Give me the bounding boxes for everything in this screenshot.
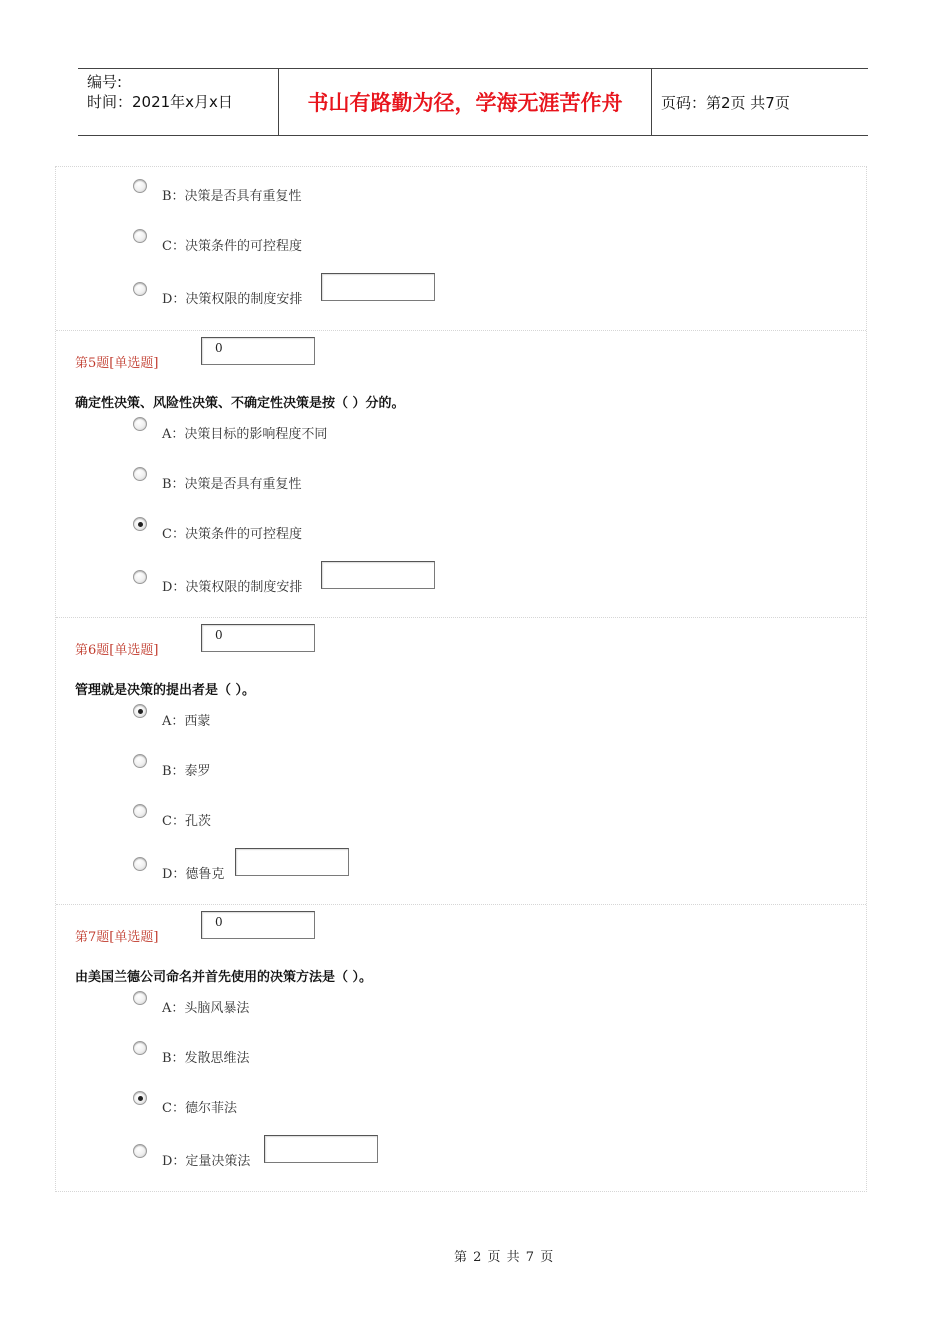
option-q7-d: D：定量决策法	[162, 1154, 251, 1169]
option-q4-d: D：决策权限的制度安排	[162, 292, 303, 307]
radio-q7-b[interactable]	[133, 1041, 147, 1055]
option-q6-d: D：德鲁克	[162, 867, 225, 882]
radio-q7-a[interactable]	[133, 991, 147, 1005]
serial-label: 编号:	[87, 73, 123, 91]
radio-q4-c[interactable]	[133, 229, 147, 243]
radio-q7-c[interactable]	[133, 1091, 147, 1105]
radio-q5-b[interactable]	[133, 467, 147, 481]
header-meta	[78, 69, 279, 135]
option-q5-b: B：决策是否具有重复性	[162, 477, 302, 492]
radio-q6-c[interactable]	[133, 804, 147, 818]
option-q5-c: C：决策条件的可控程度	[162, 527, 302, 542]
option-q5-a: A：决策目标的影响程度不同	[162, 427, 328, 442]
radio-q5-a[interactable]	[133, 417, 147, 431]
question-text-q7: 由美国兰德公司命名并首先使用的决策方法是（ ）。	[75, 970, 373, 985]
option-q7-b: B：发散思维法	[162, 1051, 250, 1066]
score-box-q6[interactable]: 0	[201, 624, 315, 652]
answer-box-q5[interactable]	[321, 561, 435, 589]
radio-q5-c[interactable]	[133, 517, 147, 531]
option-q4-c: C：决策条件的可控程度	[162, 239, 302, 254]
question-divider	[56, 904, 866, 905]
answer-box-q7[interactable]	[264, 1135, 378, 1163]
question-divider	[56, 330, 866, 331]
question-label-q7: 第7题[单选题]	[75, 930, 159, 945]
radio-q6-b[interactable]	[133, 754, 147, 768]
option-q6-a: A：西蒙	[162, 714, 211, 729]
option-q7-a: A：头脑风暴法	[162, 1001, 250, 1016]
radio-q4-d[interactable]	[133, 282, 147, 296]
radio-q5-d[interactable]	[133, 570, 147, 584]
page-footer: 第 2 页 共 7 页	[454, 1250, 555, 1265]
question-divider	[56, 617, 866, 618]
option-q5-d: D：决策权限的制度安排	[162, 580, 303, 595]
score-box-q7[interactable]: 0	[201, 911, 315, 939]
question-text-q6: 管理就是决策的提出者是（ ）。	[75, 683, 256, 698]
answer-box-q4[interactable]	[321, 273, 435, 301]
header-page-label: 页码：第2页 共7页	[661, 93, 790, 112]
quiz-panel	[55, 166, 867, 1192]
option-q6-c: C：孔茨	[162, 814, 211, 829]
radio-q7-d[interactable]	[133, 1144, 147, 1158]
option-q4-b: B：决策是否具有重复性	[162, 189, 302, 204]
page-header	[78, 68, 868, 136]
radio-q6-d[interactable]	[133, 857, 147, 871]
radio-q4-b[interactable]	[133, 179, 147, 193]
answer-box-q6[interactable]	[235, 848, 349, 876]
header-motto: 书山有路勤为径，学海无涯苦作舟	[279, 69, 652, 135]
question-label-q6: 第6题[单选题]	[75, 643, 159, 658]
radio-q6-a[interactable]	[133, 704, 147, 718]
question-text-q5: 确定性决策、风险性决策、不确定性决策是按（ ）分的。	[75, 396, 405, 411]
option-q6-b: B：泰罗	[162, 764, 211, 779]
question-label-q5: 第5题[单选题]	[75, 356, 159, 371]
time-label: 时间：2021年x月x日	[87, 93, 233, 111]
option-q7-c: C：德尔菲法	[162, 1101, 237, 1116]
score-box-q5[interactable]: 0	[201, 337, 315, 365]
